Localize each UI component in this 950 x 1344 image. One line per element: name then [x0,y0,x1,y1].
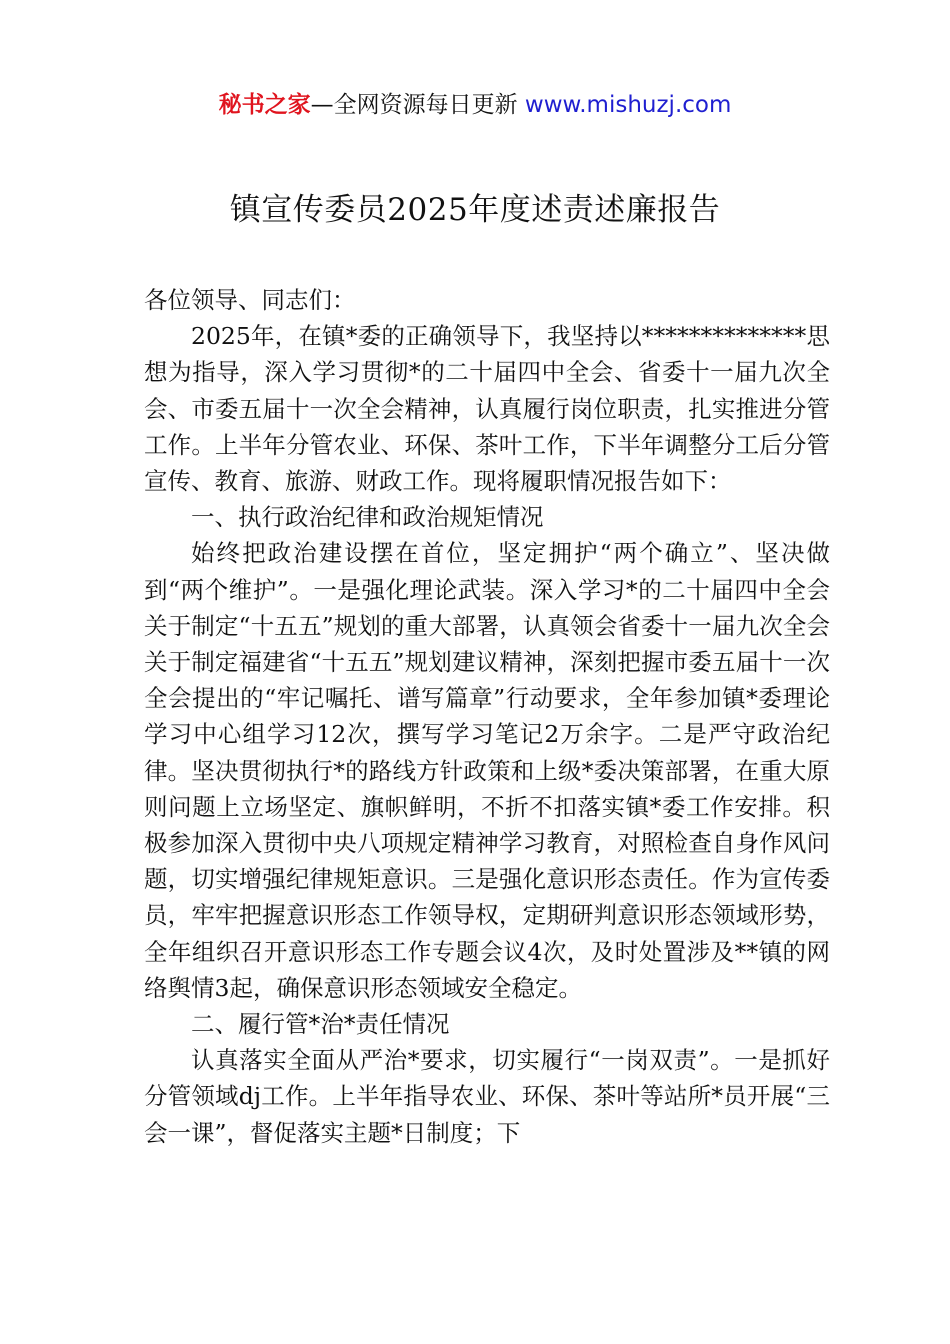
brand-name[interactable]: 秘书之家 [218,92,311,118]
section-heading-2: 二、履行管*治*责任情况 [191,1010,450,1039]
section-2-paragraph: 认真落实全面从严治*要求，切实履行“一岗双责”。一是抓好分管领域dj工作。上半年指导农业、环保、茶叶等站所*员开展“三会一课”，督促落实主题*日制度；下 [144,1046,830,1147]
site-url-link[interactable]: www.mishuzj.com [524,92,732,118]
section-1-paragraph: 始终把政治建设摆在首位，坚定拥护“两个确立”、坚决做到“两个维护”。一是强化理论武装。深入学习*的二十届四中全会关于制定“十五五”规划的重大部署，认真领会省委十一届九次全会关于制定福建省“十五五”规划建议精神，深刻把握市委五届十一次全会提出的“牢记嘱托、谱写篇章”行动要求，全年参加镇*委理论学习中心组学习12次，撰写学习笔记2万余字。二是严守政治纪律。坚决贯彻执行*的路线方针政策和上级*委决策部署，在重大原则问题上立场坚定、旗帜鲜明，不折不扣落实镇*委工作安排。积极参加深入贯彻中央八项规定精神学习教育，对照检查自身作风问题，切实增强纪律规矩意识。三是强化意识形态责任。作为宣传委员，牢牢把握意识形态工作领导权，定期研判意识形态领域形势，全年组织召开意识形态工作专题会议4次，及时处置涉及**镇的网络舆情3起，确保意识形态领域安全稳定。 [144,539,830,1002]
document-body [144,282,830,1151]
salutation: 各位领导、同志们： [144,286,356,314]
document-title: 镇宣传委员2025年度述责述廉报告 [229,192,721,228]
site-header [0,88,950,122]
intro-paragraph: 2025年，在镇*委的正确领导下，我坚持以**************思想为指导，深入学习贯彻*的二十届四中全会、省委十一届九次全会、市委五届十一次全会精神，认真履行岗位职责，扎实推进分管工作。上半年分管农业、环保、茶叶工作，下半年调整分工后分管宣传、教育、旅游、财政工作。现将履职情况报告如下： [144,322,830,496]
section-heading-1: 一、执行政治纪律和政治规矩情况 [191,503,544,532]
header-slogan: —全网资源每日更新 [310,92,518,118]
